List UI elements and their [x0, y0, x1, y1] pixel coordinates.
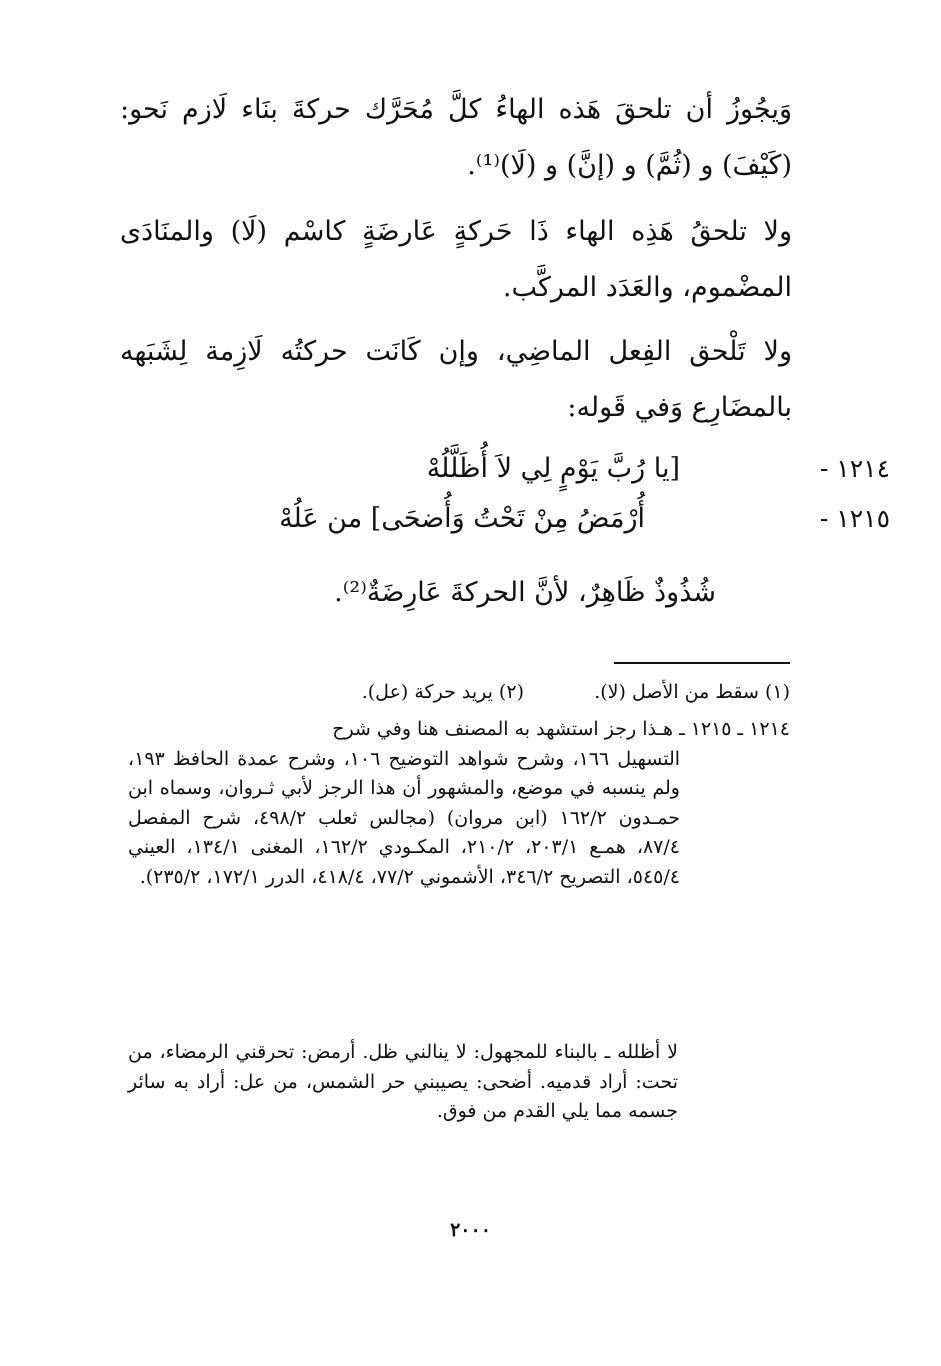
footnote-1: (١) سقط من الأصل (لا). [594, 681, 790, 703]
footnote-divider [614, 662, 790, 664]
footnote-body: لا أظلله ـ بالبناء للمجهول: لا ينالني ظل. أرمض: تحرقني الرمضاء، من تحت: أراد قدميه. أضحى: يصيبني حر الشمس، من عل: أراد به سائر جسمه مما يلي القدم من فوق. [128, 1041, 678, 1122]
main-paragraph-2 [120, 204, 792, 316]
page-number: ٢٠٠٠ [450, 1219, 491, 1241]
paragraph-text: وَيجُوزُ أن تلحقَ هَذه الهاءُ كلَّ مُحَرَّك حركةَ بنَاء لَازم نَحو: (كَيْفَ) و (ثُمَّ) و (إنَّ) و (لَا)⁽¹⁾. [120, 94, 792, 181]
footnote-first-line: ١٢١٤ ـ ١٢١٥ ـ هـذا رجز استشهد به المصنف هنا وفي شرح [332, 718, 790, 740]
footnote-body: التسهيل ١٦٦، وشرح شواهد التوضيح ١٠٦، وشرح عمدة الحافظ ١٩٣، ولم ينسبه في موضع، والمشهور أن هذا الرجز لأبي ثـروان، وسماه ابن حمـدون ١٦٢/٢ (ابن مروان) (مجالس ثعلب ٤٩٨/٢، شرح المفصل ٨٧/٤، همـع ٢٠٣/١، ٢١٠/٢، المكـودي ١٦٢/٢، المغنى ١٣٤/١، العيني ٥٤٥/٤، التصريح ٣٤٦/٢، الأشموني ٧٧/٢، ٤١٨/٤، الدرر ١٧٢/١، ٢٣٥/٢). [128, 747, 681, 888]
paragraph-text: ولا تلحقُ هَذِه الهاء ذَا حَركةٍ عَارضَةٍ كاسْم (لَا) والمنَادَى المضْموم، والعَدَد المركَّب. [120, 216, 792, 303]
verse-text: أُرْمَضُ مِنْ تَحْتُ وَأُضحَى] من عَلُهْ [279, 503, 645, 534]
footnote-verse-source [128, 715, 790, 892]
footnote-glossary [128, 1038, 678, 1127]
footnote-2: (٢) يريد حركة (عل). [361, 681, 524, 703]
verse-number: ١٢١٥ - [819, 504, 890, 533]
verse-text: [يا رُبَّ يَوْمٍ لِي لاَ أُظَلَّلُهْ [426, 453, 680, 484]
verse-number: ١٢١٤ - [819, 454, 890, 483]
main-paragraph-3 [120, 324, 792, 436]
paragraph-text: ولا تَلْحق الفِعل الماضِي، وإن كَانَت حركتُه لَازِمة لِشَبَهه بالمضَارِع وَفي قَوله: [120, 336, 792, 423]
main-paragraph-1 [120, 82, 792, 194]
verse-continuation: شُذُوذٌ ظَاهِرٌ، لأنَّ الحركةَ عَارِضَةٌ⁽²⁾. [334, 577, 716, 608]
